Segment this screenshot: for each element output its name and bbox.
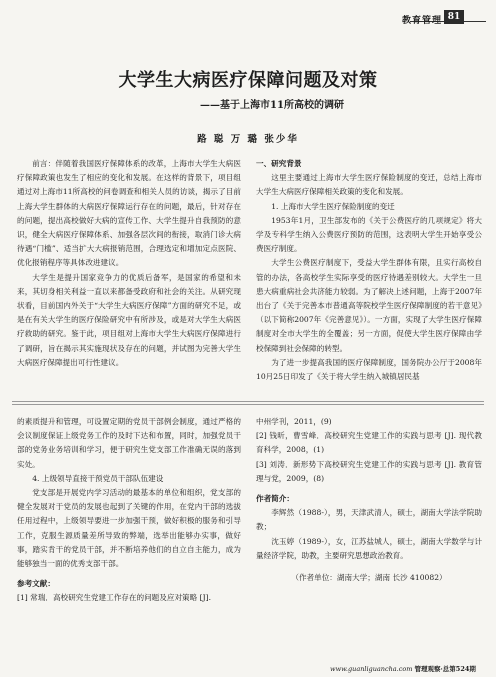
section-divider	[12, 401, 484, 402]
footer-journal: 管理观察·总第524期	[414, 665, 476, 673]
reference-item: 中州学刊，2011，(9)	[256, 417, 332, 426]
body-paragraph: 1953年1月，卫生部发布的《关于公费医疗的几项规定》将大学及专科学生纳入公费医疗预防的范围，这表明大学生开始享受公费医疗制度。	[256, 215, 482, 254]
author-bio-heading: 作者简介：	[256, 494, 294, 504]
page-footer	[330, 664, 476, 673]
page-number: 81	[444, 10, 464, 24]
left-column-top	[17, 157, 241, 370]
subsection-heading: 1. 上海市大学生医疗保险制度的变迁	[271, 201, 395, 211]
author-bio: 沈玉婷（1989-），女，江苏盐城人，硕士，湖南大学数学与计量经济学院，助教，主要研究思想政治教育。	[256, 536, 482, 560]
section-heading: 一、研究背景	[256, 159, 302, 168]
body-paragraph: 大学生公费医疗制度下，受益大学生群体有限，且实行高校自管的办法，各高校学生实际享受的医疗待遇差别较大。大学生一旦患大病重病社会共济能力较弱。为了解决上述问题，上海于2007年出台了《关于完善本市普通高等院校学生医疗保障制度的若干意见》（以下简称2007年《完善意见》）。一方面，实现了大学生医疗保障制度对全市大学生的全覆盖；另一方面，促使大学生医疗保障由学校保障到社会保障的转型。	[256, 258, 482, 353]
reference-item: [2] 钱昕，曹雪峰．高校研究生党建工作的实践与思考 [J]. 现代教育科学，2008，(1)	[256, 431, 482, 455]
right-column-bottom	[256, 415, 482, 585]
body-paragraph: 这里主要通过上海市大学生医疗保险制度的变迁，总结上海市大学生大病医疗保障相关政策的变化和发展。	[256, 173, 482, 197]
references-heading: 参考文献：	[17, 579, 55, 589]
author-unit: （作者单位：湖南大学；湖南 长沙 410082）	[291, 573, 447, 583]
right-column-top	[256, 157, 482, 384]
body-paragraph: 党支部是开展党内学习活动的最基本的单位和组织，党支部的健全发展对于党员的发展也起到了关键的作用，在党内干部的选拔任用过程中，上级领导要进一步加强干预，做好积极的服务和引导工作，克服生源质量差所导致的弊端，选举出能够办实事，做好事，踏实肯干的党员干部，并不断培养他们的自立自主能力，成为能够独当一面的优秀支部干部。	[17, 488, 241, 569]
reference-item: [3] 刘涛．新形势下高校研究生党建工作的实践与思考 [J]. 教育管理与党，2009，(8)	[256, 459, 482, 483]
section-label: 教育管理	[402, 16, 443, 26]
article-title: 大学生大病医疗保障问题及对策	[118, 70, 378, 91]
body-paragraph: 为了进一步提高我国的医疗保障制度，国务院办公厅于2008年10月25日印发了《关于将大学生纳入城镇居民基	[256, 357, 482, 382]
reference-item: [1] 常瑞．高校研究生党建工作存在的问题及应对策略 [J].	[17, 593, 212, 603]
article-authors: 路 聪 万 璐 张少华	[197, 134, 299, 145]
author-bio: 李辉然（1988-），男，天津武清人，硕士，湖南大学法学院助教；	[256, 508, 482, 532]
subsection-heading: 4. 上级领导直接干预党员干部队伍建设	[32, 473, 164, 483]
article-subtitle: ——基于上海市11所高校的调研	[200, 100, 344, 111]
footer-url: www.guanliguancha.com	[330, 665, 413, 673]
left-column-bottom	[17, 415, 241, 606]
body-paragraph: 的素质提升和管理，可设置定期的党员干部例会制度，通过严格的会议制度保证上级党务工作的及时下达和布置，同时，加强党员干部的党务业务培训和学习，便于研究生党支部工作准确无误的落到实处。	[17, 417, 241, 469]
intro-paragraph: 大学生是提升国家竞争力的优质后备军，是国家的希望和未来，其切身相关利益一直以来都备受政府和社会的关注。从研究现状看，目前国内外关于“大学生大病医疗保障”方面的研究不足，或是在有关大学生的医疗保险研究中有所涉及，或是对大学生大病医疗救助的研究。鉴于此，项目组对上海市大学生大病医疗保障进行了调研，旨在揭示其实施现状及存在的问题，并试图为完善大学生大病医疗保障提出可行性建议。	[17, 272, 241, 367]
abstract-paragraph: 前言：伴随着我国医疗保障体系的改革，上海市大学生大病医疗保障政策也发生了相应的变化和发展。在这样的背景下，项目组通过对上海市11所高校的问卷调查和相关人员的访谈，揭示了目前上海大学生群体的大病医疗保障运行存在的问题，最后，针对存在的问题，提出高校做好大病的宣传工作、大学生提升自我预防的意识，健全大病医疗保障体系、加强各层次间的衔接，取消门诊大病待遇“门槛”、适当扩大大病报销范围，合理选定和增加定点医院、优化报销程序等具体改进建议。	[17, 159, 241, 268]
section-divider	[12, 404, 484, 405]
